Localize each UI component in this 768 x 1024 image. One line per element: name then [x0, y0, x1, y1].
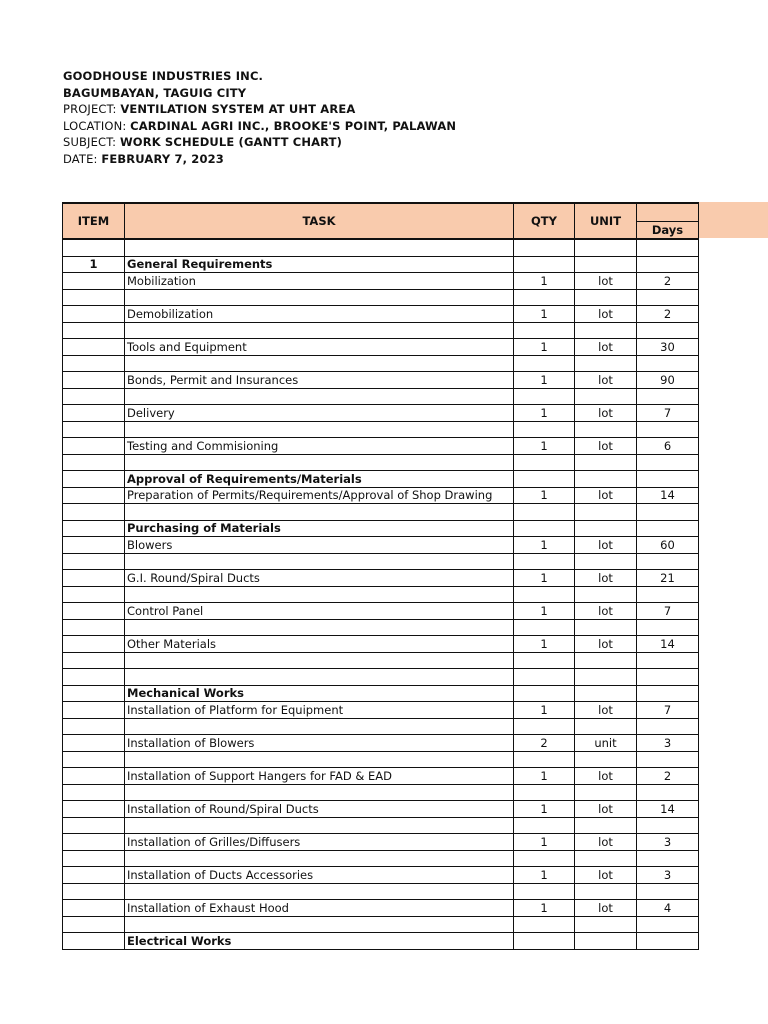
item-number-cell [63, 306, 125, 323]
task-name-cell: Installation of Grilles/Diffusers [125, 834, 514, 851]
unit-cell [575, 471, 637, 488]
item-number-cell [63, 636, 125, 653]
empty-cell [63, 289, 125, 306]
task-row [63, 768, 699, 785]
empty-cell [575, 718, 637, 735]
days-cell: 90 [637, 372, 699, 389]
days-cell: 14 [637, 487, 699, 504]
spacer-row [63, 454, 699, 471]
item-number-cell [63, 735, 125, 752]
category-name-cell: Electrical Works [125, 933, 514, 950]
empty-cell [575, 883, 637, 900]
category-row [63, 685, 699, 702]
unit-cell: lot [575, 900, 637, 917]
empty-cell [575, 388, 637, 405]
days-cell [637, 520, 699, 537]
empty-cell [125, 817, 514, 834]
item-number-cell [63, 372, 125, 389]
empty-cell [575, 289, 637, 306]
header-fill-extension [698, 202, 768, 238]
unit-cell: lot [575, 867, 637, 884]
spacer-row [63, 718, 699, 735]
empty-cell [63, 652, 125, 669]
empty-cell [575, 850, 637, 867]
task-name-cell: Tools and Equipment [125, 339, 514, 356]
spacer-row [63, 586, 699, 603]
spacer-row [63, 652, 699, 669]
unit-cell: lot [575, 834, 637, 851]
item-number-cell [63, 537, 125, 554]
empty-cell [514, 718, 575, 735]
spacer-row [63, 850, 699, 867]
unit-cell: lot [575, 768, 637, 785]
empty-cell [514, 817, 575, 834]
empty-cell [514, 652, 575, 669]
category-row [63, 471, 699, 488]
task-name-cell: Preparation of Permits/Requirements/Approval of Shop Drawing [125, 487, 514, 504]
empty-cell [514, 553, 575, 570]
days-cell: 7 [637, 405, 699, 422]
company-name: GOODHOUSE INDUSTRIES INC. [63, 69, 264, 83]
empty-cell [637, 289, 699, 306]
empty-cell [575, 619, 637, 636]
empty-cell [575, 421, 637, 438]
qty-cell: 1 [514, 801, 575, 818]
empty-cell [63, 322, 125, 339]
empty-cell [63, 883, 125, 900]
task-name-cell: Demobilization [125, 306, 514, 323]
spacer-row [63, 784, 699, 801]
item-number-cell [63, 570, 125, 587]
unit-cell [575, 933, 637, 950]
empty-cell [63, 669, 125, 686]
empty-cell [637, 669, 699, 686]
category-name-cell: General Requirements [125, 256, 514, 273]
empty-cell [514, 504, 575, 521]
empty-cell [63, 751, 125, 768]
table-body [63, 203, 699, 949]
days-cell: 4 [637, 900, 699, 917]
qty-cell: 1 [514, 273, 575, 290]
category-name-cell: Approval of Requirements/Materials [125, 471, 514, 488]
empty-cell [637, 355, 699, 372]
days-cell: 2 [637, 306, 699, 323]
spacer-row [63, 669, 699, 686]
empty-cell [125, 421, 514, 438]
category-name-cell: Purchasing of Materials [125, 520, 514, 537]
qty-cell: 1 [514, 372, 575, 389]
task-name-cell: Installation of Round/Spiral Ducts [125, 801, 514, 818]
unit-cell: unit [575, 735, 637, 752]
item-number-cell [63, 520, 125, 537]
spacer-row [63, 289, 699, 306]
empty-cell [125, 239, 514, 256]
qty-cell: 1 [514, 339, 575, 356]
qty-cell: 1 [514, 768, 575, 785]
days-cell: 3 [637, 867, 699, 884]
empty-cell [514, 784, 575, 801]
qty-cell: 1 [514, 438, 575, 455]
column-header-unit: UNIT [575, 203, 637, 239]
task-name-cell: Installation of Support Hangers for FAD & EAD [125, 768, 514, 785]
task-row [63, 306, 699, 323]
location-label: LOCATION: [63, 118, 131, 133]
empty-cell [63, 817, 125, 834]
item-number-cell [63, 702, 125, 719]
task-name-cell: Delivery [125, 405, 514, 422]
subject-value: WORK SCHEDULE (GANTT CHART) [119, 135, 343, 149]
qty-cell: 1 [514, 834, 575, 851]
empty-cell [125, 652, 514, 669]
qty-cell: 1 [514, 570, 575, 587]
days-cell: 30 [637, 339, 699, 356]
unit-cell: lot [575, 603, 637, 620]
empty-cell [637, 553, 699, 570]
qty-cell [514, 685, 575, 702]
spacer-row [63, 355, 699, 372]
spacer-row [63, 883, 699, 900]
unit-cell: lot [575, 306, 637, 323]
column-header-task: TASK [125, 203, 514, 239]
empty-cell [637, 586, 699, 603]
empty-cell [637, 454, 699, 471]
empty-cell [63, 421, 125, 438]
empty-cell [514, 421, 575, 438]
category-row [63, 256, 699, 273]
unit-cell: lot [575, 570, 637, 587]
empty-cell [514, 619, 575, 636]
task-row [63, 834, 699, 851]
unit-cell: lot [575, 487, 637, 504]
empty-cell [637, 504, 699, 521]
qty-cell: 1 [514, 636, 575, 653]
spacer-row [63, 322, 699, 339]
unit-cell: lot [575, 537, 637, 554]
empty-cell [514, 883, 575, 900]
empty-cell [63, 355, 125, 372]
empty-cell [125, 322, 514, 339]
spacer-row [63, 553, 699, 570]
empty-cell [637, 916, 699, 933]
days-cell: 6 [637, 438, 699, 455]
empty-cell [637, 718, 699, 735]
empty-cell [637, 619, 699, 636]
empty-cell [575, 916, 637, 933]
task-row [63, 537, 699, 554]
work-schedule-table [62, 202, 699, 950]
empty-cell [514, 586, 575, 603]
task-row [63, 273, 699, 290]
unit-cell: lot [575, 273, 637, 290]
date-label: DATE: [63, 151, 102, 166]
item-number-cell [63, 768, 125, 785]
item-number-cell [63, 603, 125, 620]
qty-cell: 1 [514, 702, 575, 719]
task-name-cell: Installation of Ducts Accessories [125, 867, 514, 884]
qty-cell: 2 [514, 735, 575, 752]
days-cell: 60 [637, 537, 699, 554]
empty-cell [125, 916, 514, 933]
task-name-cell: Testing and Commisioning [125, 438, 514, 455]
unit-cell [575, 685, 637, 702]
spacer-row [63, 916, 699, 933]
empty-cell [575, 239, 637, 256]
task-row [63, 339, 699, 356]
empty-cell [514, 388, 575, 405]
days-cell: 7 [637, 702, 699, 719]
spacer-row [63, 751, 699, 768]
item-number-cell [63, 339, 125, 356]
spacer-row [63, 388, 699, 405]
empty-cell [514, 454, 575, 471]
days-cell: 2 [637, 768, 699, 785]
task-row [63, 405, 699, 422]
days-cell: 2 [637, 273, 699, 290]
task-name-cell: G.I. Round/Spiral Ducts [125, 570, 514, 587]
spacer-row [63, 504, 699, 521]
location-line [63, 118, 456, 135]
item-number-cell [63, 487, 125, 504]
category-name-cell: Mechanical Works [125, 685, 514, 702]
date-value: FEBRUARY 7, 2023 [101, 151, 224, 166]
empty-cell [514, 355, 575, 372]
empty-cell [514, 289, 575, 306]
empty-cell [575, 751, 637, 768]
item-number-cell [63, 405, 125, 422]
empty-cell [637, 421, 699, 438]
task-name-cell: Mobilization [125, 273, 514, 290]
qty-cell: 1 [514, 867, 575, 884]
unit-cell: lot [575, 702, 637, 719]
unit-cell: lot [575, 636, 637, 653]
empty-cell [125, 850, 514, 867]
qty-cell: 1 [514, 900, 575, 917]
qty-cell: 1 [514, 487, 575, 504]
empty-cell [125, 586, 514, 603]
empty-cell [575, 817, 637, 834]
empty-cell [514, 850, 575, 867]
table-header-row [63, 203, 699, 239]
task-name-cell: Control Panel [125, 603, 514, 620]
item-number-cell [63, 900, 125, 917]
empty-cell [63, 619, 125, 636]
column-header-days: Days [651, 223, 684, 237]
empty-cell [514, 669, 575, 686]
category-row [63, 520, 699, 537]
empty-cell [575, 553, 637, 570]
unit-cell: lot [575, 801, 637, 818]
task-row [63, 372, 699, 389]
empty-cell [125, 883, 514, 900]
project-value: VENTILATION SYSTEM AT UHT AREA [120, 102, 356, 116]
column-header-days-cell [637, 203, 699, 239]
task-name-cell: Installation of Exhaust Hood [125, 900, 514, 917]
empty-cell [514, 322, 575, 339]
days-cell [637, 933, 699, 950]
unit-cell [575, 256, 637, 273]
qty-cell: 1 [514, 405, 575, 422]
task-row [63, 636, 699, 653]
empty-cell [125, 619, 514, 636]
item-number-cell [63, 933, 125, 950]
days-cell: 21 [637, 570, 699, 587]
empty-cell [637, 850, 699, 867]
empty-cell [575, 586, 637, 603]
empty-cell [637, 388, 699, 405]
task-row [63, 603, 699, 620]
item-number-cell [63, 438, 125, 455]
empty-cell [63, 239, 125, 256]
empty-cell [637, 652, 699, 669]
empty-cell [637, 751, 699, 768]
empty-cell [575, 322, 637, 339]
task-row [63, 487, 699, 504]
task-name-cell: Bonds, Permit and Insurances [125, 372, 514, 389]
qty-cell [514, 256, 575, 273]
empty-cell [575, 652, 637, 669]
column-header-qty: QTY [514, 203, 575, 239]
unit-cell: lot [575, 405, 637, 422]
empty-cell [63, 586, 125, 603]
subject-line [63, 134, 456, 151]
unit-cell: lot [575, 438, 637, 455]
empty-cell [637, 784, 699, 801]
empty-cell [575, 454, 637, 471]
qty-cell [514, 471, 575, 488]
item-number-cell [63, 471, 125, 488]
empty-cell [125, 751, 514, 768]
task-row [63, 867, 699, 884]
empty-cell [63, 388, 125, 405]
unit-cell: lot [575, 372, 637, 389]
task-name-cell: Other Materials [125, 636, 514, 653]
item-number-cell [63, 867, 125, 884]
qty-cell [514, 520, 575, 537]
days-cell [637, 685, 699, 702]
unit-cell: lot [575, 339, 637, 356]
empty-cell [514, 239, 575, 256]
subject-label: SUBJECT: [63, 135, 120, 149]
company-address: BAGUMBAYAN, TAGUIG CITY [63, 85, 247, 100]
item-number-cell [63, 801, 125, 818]
empty-cell [125, 553, 514, 570]
location-value: CARDINAL AGRI INC., BROOKE'S POINT, PALAWAN [130, 118, 457, 133]
spacer-row [63, 817, 699, 834]
empty-cell [125, 718, 514, 735]
task-row [63, 801, 699, 818]
empty-cell [637, 883, 699, 900]
date-line [63, 151, 456, 168]
unit-cell [575, 520, 637, 537]
empty-cell [63, 784, 125, 801]
empty-cell [637, 817, 699, 834]
empty-cell [125, 289, 514, 306]
empty-cell [63, 718, 125, 735]
task-name-cell: Blowers [125, 537, 514, 554]
task-row [63, 900, 699, 917]
task-name-cell: Installation of Platform for Equipment [125, 702, 514, 719]
qty-cell: 1 [514, 603, 575, 620]
category-row [63, 933, 699, 950]
empty-cell [637, 239, 699, 256]
task-name-cell: Installation of Blowers [125, 735, 514, 752]
item-number-cell [63, 685, 125, 702]
empty-cell [63, 553, 125, 570]
days-cell: 3 [637, 834, 699, 851]
days-cell: 14 [637, 801, 699, 818]
empty-cell [63, 504, 125, 521]
column-header-item: ITEM [63, 203, 125, 239]
qty-cell: 1 [514, 537, 575, 554]
item-number-cell: 1 [63, 256, 125, 273]
empty-cell [125, 784, 514, 801]
spacer-row [63, 421, 699, 438]
empty-cell [575, 504, 637, 521]
empty-cell [63, 850, 125, 867]
empty-cell [514, 751, 575, 768]
project-line [63, 101, 456, 118]
empty-cell [63, 916, 125, 933]
empty-cell [575, 784, 637, 801]
task-row [63, 570, 699, 587]
days-cell: 7 [637, 603, 699, 620]
item-number-cell [63, 834, 125, 851]
empty-cell [575, 355, 637, 372]
empty-cell [125, 454, 514, 471]
empty-cell [575, 669, 637, 686]
spacer-row [63, 239, 699, 256]
empty-cell [125, 388, 514, 405]
days-cell: 3 [637, 735, 699, 752]
task-row [63, 438, 699, 455]
empty-cell [514, 916, 575, 933]
qty-cell [514, 933, 575, 950]
document-header [63, 68, 456, 167]
qty-cell: 1 [514, 306, 575, 323]
days-cell: 14 [637, 636, 699, 653]
task-row [63, 735, 699, 752]
empty-cell [63, 454, 125, 471]
empty-cell [125, 504, 514, 521]
days-cell [637, 256, 699, 273]
task-row [63, 702, 699, 719]
empty-cell [125, 669, 514, 686]
days-cell [637, 471, 699, 488]
empty-cell [637, 322, 699, 339]
spacer-row [63, 619, 699, 636]
empty-cell [125, 355, 514, 372]
item-number-cell [63, 273, 125, 290]
project-label: PROJECT: [63, 102, 121, 116]
